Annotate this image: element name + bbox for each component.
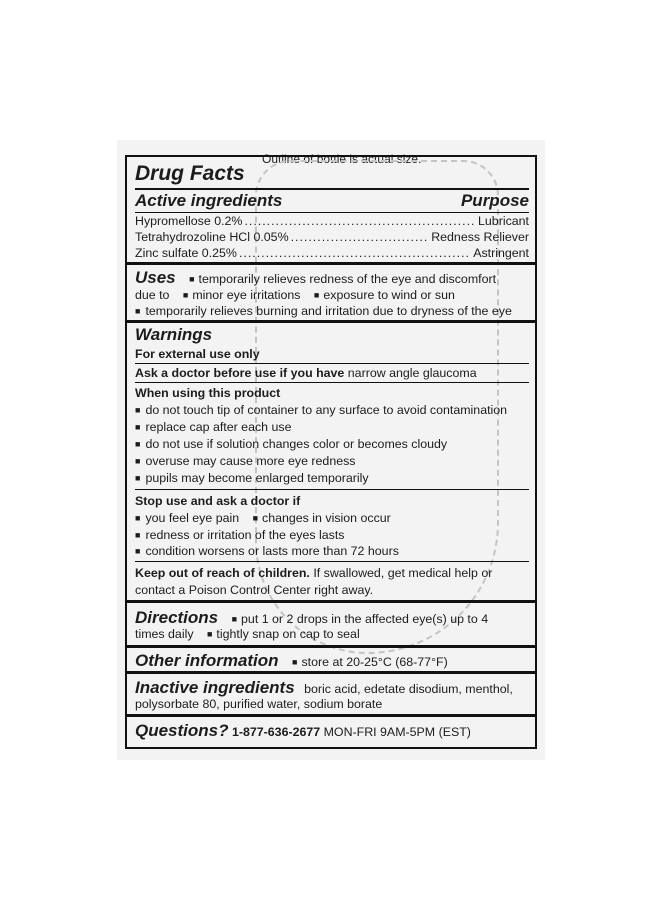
when-using-item: ■ overuse may cause more eye redness — [135, 453, 529, 469]
keep-out-label: Keep out of reach of children. — [135, 566, 310, 580]
warnings-divider — [135, 363, 529, 364]
bullet-icon: ■ — [231, 614, 238, 624]
active-ingredient-row — [135, 229, 529, 245]
bullet-icon: ■ — [206, 629, 213, 639]
active-ingredients-heading: Active ingredients — [135, 191, 283, 210]
directions-item-cont: times daily — [135, 627, 194, 641]
questions-line — [135, 721, 529, 740]
drug-facts-panel — [125, 155, 537, 749]
when-using-item: ■ do not use if solution changes color or becomes cloudy — [135, 436, 529, 452]
section-separator — [127, 262, 535, 265]
warnings-divider — [135, 382, 529, 383]
ingredient-purpose: Lubricant — [478, 214, 529, 228]
warnings-divider — [135, 489, 529, 490]
stop-use-item: ■ you feel eye pain — [135, 511, 239, 525]
uses-item: temporarily relieves redness of the eye and discomfort — [198, 272, 497, 286]
section-separator — [127, 320, 535, 323]
section-separator — [127, 714, 535, 717]
directions-item: put 1 or 2 drops in the affected eye(s) up to 4 — [241, 612, 489, 626]
title-divider — [135, 188, 529, 190]
active-ingredients-header — [135, 191, 529, 210]
inactive-text: boric acid, edetate disodium, menthol, — [304, 682, 513, 696]
stop-use-item: ■ redness or irritation of the eyes lasts — [135, 527, 529, 543]
leader-dots — [291, 229, 430, 245]
questions-phone: 1-877-636-2677 — [231, 725, 321, 739]
active-ingredient-row — [135, 213, 529, 229]
directions-item: tightly snap on cap to seal — [216, 627, 360, 641]
section-separator — [127, 600, 535, 603]
uses-line-2 — [135, 287, 529, 303]
inactive-line-1 — [135, 678, 529, 697]
ask-doctor-label: Ask a doctor before use if you have — [135, 366, 345, 380]
warnings-heading: Warnings — [135, 325, 213, 344]
uses-item-cont: due to — [135, 288, 170, 302]
other-info-line — [135, 651, 529, 670]
active-ingredient-row — [135, 245, 529, 261]
when-using-item: ■ replace cap after each use — [135, 419, 529, 435]
uses-line-1 — [135, 268, 529, 287]
inactive-heading: Inactive ingredients — [135, 678, 295, 697]
when-using-heading: When using this product — [135, 386, 281, 400]
bullet-icon: ■ — [313, 290, 320, 300]
bullet-icon: ■ — [292, 657, 298, 667]
keep-out-text: If swallowed, get medical help or — [313, 566, 493, 580]
bullet-icon: ■ — [252, 513, 259, 523]
drug-facts-title: Drug Facts — [135, 162, 245, 185]
uses-line-3 — [135, 303, 529, 319]
uses-item: minor eye irritations — [192, 288, 301, 302]
outline-note: Outline of bottle is actual size. — [262, 152, 422, 166]
leader-dots — [239, 245, 471, 261]
directions-line-2 — [135, 626, 529, 642]
ask-doctor-line — [135, 365, 529, 381]
keep-out-text-2: contact a Poison Control Center right away. — [135, 583, 374, 597]
stop-use-heading: Stop use and ask a doctor if — [135, 494, 301, 508]
external-use-warning: For external use only — [135, 347, 260, 361]
other-info-item: store at 20-25°C (68-77°F) — [301, 655, 448, 669]
when-using-item: ■ do not touch tip of container to any surface to avoid contamination — [135, 402, 529, 418]
questions-heading: Questions? — [135, 721, 229, 740]
when-using-item: ■ pupils may become enlarged temporarily — [135, 470, 529, 486]
ingredient-name: Tetrahydrozoline HCl 0.05% — [135, 230, 289, 244]
inactive-text-2: polysorbate 80, purified water, sodium borate — [135, 697, 383, 711]
section-separator — [127, 671, 535, 674]
ask-doctor-text: narrow angle glaucoma — [347, 366, 477, 380]
bullet-icon: ■ — [189, 274, 195, 284]
keep-out-line — [135, 565, 529, 581]
warnings-divider — [135, 561, 529, 562]
stop-use-line — [135, 510, 529, 526]
ingredient-name: Zinc sulfate 0.25% — [135, 246, 237, 260]
other-info-heading: Other information — [135, 651, 279, 670]
ingredient-name: Hypromellose 0.2% — [135, 214, 243, 228]
bullet-icon: ■ — [182, 290, 189, 300]
ingredient-purpose: Astringent — [473, 246, 529, 260]
directions-heading: Directions — [135, 608, 219, 627]
purpose-heading: Purpose — [460, 191, 529, 210]
uses-item: ■ temporarily relieves burning and irritation due to dryness of the eye — [135, 304, 512, 318]
stop-use-item: ■ condition worsens or lasts more than 72 hours — [135, 543, 529, 559]
section-separator — [127, 645, 535, 648]
uses-heading: Uses — [135, 268, 176, 287]
leader-dots — [244, 213, 476, 229]
directions-line-1 — [135, 608, 529, 627]
ingredient-purpose: Redness Reliever — [431, 230, 529, 244]
questions-hours: MON-FRI 9AM-5PM (EST) — [323, 725, 471, 739]
stop-use-item: changes in vision occur — [262, 511, 391, 525]
uses-item: exposure to wind or sun — [323, 288, 455, 302]
